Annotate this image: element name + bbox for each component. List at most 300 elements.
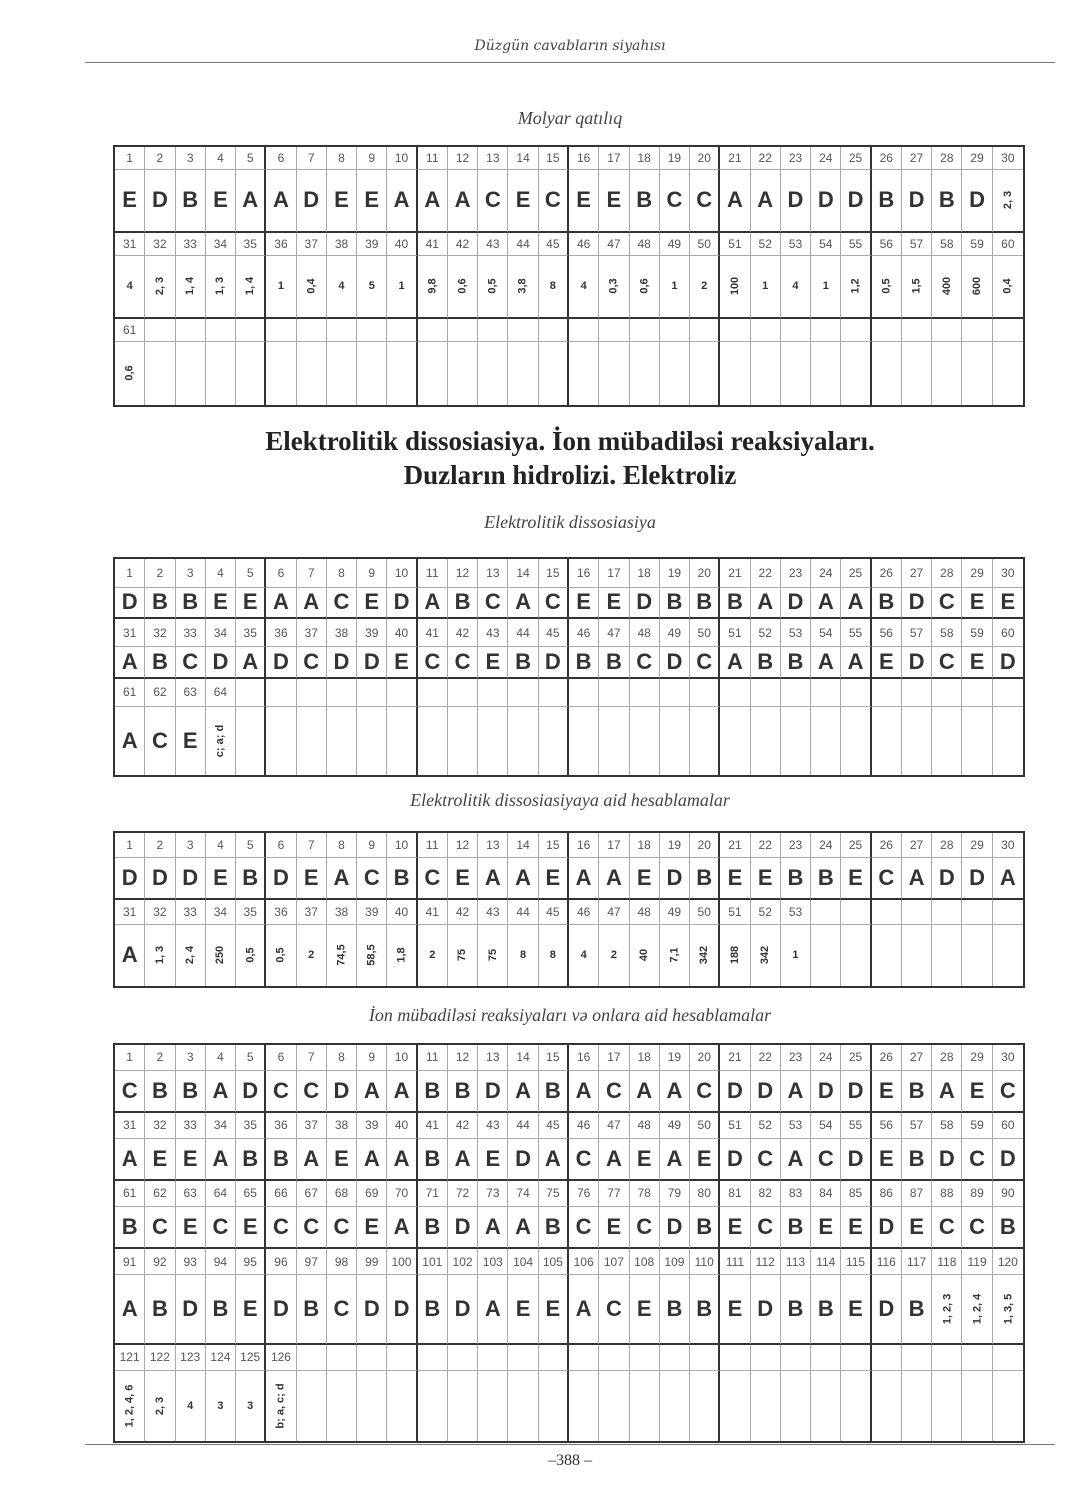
question-number — [599, 319, 629, 342]
question-number — [630, 679, 660, 708]
question-number — [266, 679, 296, 708]
answer-cell: C — [932, 647, 962, 678]
section-title-ion-exchange: İon mübadiləsi reaksiyaları və onlara aid hesablamalar — [368, 1005, 772, 1025]
answer-cell — [448, 256, 478, 320]
answer-cell: D — [993, 1139, 1023, 1182]
answer-cell: 3 — [236, 1371, 266, 1441]
question-number — [539, 1345, 569, 1371]
question-number — [387, 679, 417, 708]
answer-cell: B — [993, 1207, 1023, 1250]
question-number: 50 — [690, 619, 720, 648]
question-number: 6 — [266, 833, 296, 858]
question-number — [690, 1345, 720, 1371]
question-number: 5 — [236, 559, 266, 588]
answer-cell: A — [387, 1071, 417, 1114]
question-number: 60 — [993, 619, 1023, 648]
question-number: 73 — [478, 1181, 508, 1207]
answer-cell: A — [418, 588, 448, 619]
answer-cell — [962, 1371, 992, 1441]
question-number: 53 — [781, 900, 811, 925]
question-number — [660, 319, 690, 342]
answer-cell: D — [660, 1207, 690, 1250]
answer-cell — [448, 342, 478, 406]
question-number — [327, 319, 357, 342]
answer-cell: B — [145, 588, 175, 619]
answer-cell: B — [206, 1275, 236, 1345]
answer-cell: C — [962, 1207, 992, 1250]
answer-value: 0,5 — [244, 947, 257, 963]
question-number — [418, 679, 448, 708]
question-number: 49 — [660, 619, 690, 648]
question-number: 119 — [962, 1249, 992, 1275]
question-number: 3 — [176, 1045, 206, 1071]
answer-cell: E — [297, 858, 327, 901]
question-number: 55 — [841, 1113, 871, 1139]
answer-cell: B — [630, 170, 660, 234]
answer-cell: E — [357, 170, 387, 234]
answer-cell: B — [902, 1275, 932, 1345]
question-number: 10 — [387, 147, 417, 170]
answer-cell: C — [660, 170, 690, 234]
answer-cell — [206, 342, 236, 406]
question-number: 20 — [690, 833, 720, 858]
question-number: 108 — [630, 1249, 660, 1275]
question-number: 110 — [690, 1249, 720, 1275]
question-number: 27 — [902, 1045, 932, 1071]
answer-cell: D — [993, 647, 1023, 678]
answer-cell — [720, 925, 750, 986]
question-number — [690, 319, 720, 342]
answer-cell — [630, 925, 660, 986]
answer-cell — [993, 707, 1023, 775]
question-number: 87 — [902, 1181, 932, 1207]
answer-value: 2, 3 — [153, 277, 166, 296]
answer-cell — [811, 707, 841, 775]
answer-cell: E — [206, 170, 236, 234]
answer-cell: B — [418, 1207, 448, 1250]
answer-value: 1, 4 — [184, 277, 197, 296]
answer-cell — [660, 925, 690, 986]
question-number: 17 — [599, 147, 629, 170]
question-number: 49 — [660, 900, 690, 925]
answer-cell: A — [508, 588, 538, 619]
question-number — [811, 1345, 841, 1371]
answer-cell: B — [539, 1071, 569, 1114]
question-number — [993, 319, 1023, 342]
question-number: 15 — [539, 559, 569, 588]
answer-cell — [297, 1371, 327, 1441]
answer-cell — [508, 707, 538, 775]
answer-cell — [569, 1371, 599, 1441]
answer-cell: B — [811, 1275, 841, 1345]
answer-cell: E — [720, 1275, 750, 1345]
answer-cell: 8 — [539, 256, 569, 320]
question-number: 94 — [206, 1249, 236, 1275]
answer-cell: B — [448, 1071, 478, 1114]
answer-cell: A — [115, 1275, 145, 1345]
answer-cell: D — [266, 647, 296, 678]
answer-cell: B — [781, 647, 811, 678]
answer-cell: C — [993, 1071, 1023, 1114]
question-number: 46 — [569, 619, 599, 648]
answer-cell: E — [962, 647, 992, 678]
answer-cell — [569, 342, 599, 406]
question-number — [781, 679, 811, 708]
answer-cell: B — [781, 1207, 811, 1250]
answer-cell — [508, 256, 538, 320]
question-number: 31 — [115, 1113, 145, 1139]
question-number: 30 — [993, 147, 1023, 170]
question-number: 32 — [145, 233, 175, 256]
question-number: 35 — [236, 1113, 266, 1139]
question-number: 9 — [357, 1045, 387, 1071]
question-number: 20 — [690, 147, 720, 170]
question-number — [932, 319, 962, 342]
answer-value: 58,5 — [365, 944, 378, 966]
question-number: 25 — [841, 1045, 871, 1071]
answer-cell — [327, 707, 357, 775]
question-number: 69 — [357, 1181, 387, 1207]
answer-cell: C — [478, 588, 508, 619]
question-number: 67 — [297, 1181, 327, 1207]
question-number: 30 — [993, 1045, 1023, 1071]
question-number: 40 — [387, 619, 417, 648]
answer-grid-dissociation-calculations — [113, 831, 1025, 988]
answer-cell: C — [448, 647, 478, 678]
question-number: 15 — [539, 1045, 569, 1071]
question-number: 18 — [630, 559, 660, 588]
question-number: 57 — [902, 233, 932, 256]
question-number: 36 — [266, 900, 296, 925]
answer-cell: B — [176, 170, 206, 234]
question-number: 44 — [508, 619, 538, 648]
question-number: 23 — [781, 833, 811, 858]
question-number: 41 — [418, 619, 448, 648]
question-number: 42 — [448, 233, 478, 256]
question-number: 33 — [176, 900, 206, 925]
question-number: 126 — [266, 1345, 296, 1371]
question-number — [569, 679, 599, 708]
answer-cell: B — [690, 858, 720, 901]
answer-cell — [993, 342, 1023, 406]
question-number: 26 — [872, 147, 902, 170]
question-number: 12 — [448, 1045, 478, 1071]
question-number: 26 — [872, 1045, 902, 1071]
answer-value: 400 — [940, 277, 953, 296]
question-number: 42 — [448, 1113, 478, 1139]
question-number — [872, 319, 902, 342]
question-number: 33 — [176, 233, 206, 256]
answer-cell: A — [751, 588, 781, 619]
answer-cell — [357, 342, 387, 406]
answer-cell — [993, 925, 1023, 986]
question-number: 11 — [418, 833, 448, 858]
answer-cell: E — [539, 858, 569, 901]
question-number: 7 — [297, 833, 327, 858]
question-number: 7 — [297, 559, 327, 588]
answer-cell: B — [751, 647, 781, 678]
question-number: 1 — [115, 147, 145, 170]
question-number: 32 — [145, 1113, 175, 1139]
answer-cell: E — [630, 1139, 660, 1182]
answer-cell: D — [811, 1071, 841, 1114]
question-number: 45 — [539, 900, 569, 925]
question-number: 76 — [569, 1181, 599, 1207]
question-number: 14 — [508, 559, 538, 588]
chapter-title-line-1: Elektrolitik dissosiasiya. İon mübadiləsi reaksiyaları. — [265, 426, 875, 456]
answer-value: 1, 2, 4 — [971, 1293, 984, 1325]
question-number: 5 — [236, 1045, 266, 1071]
answer-cell: A — [266, 588, 296, 619]
question-number: 8 — [327, 559, 357, 588]
answer-cell: C — [297, 647, 327, 678]
question-number — [236, 319, 266, 342]
question-number: 4 — [206, 147, 236, 170]
question-number: 6 — [266, 559, 296, 588]
question-number: 74 — [508, 1181, 538, 1207]
question-number: 47 — [599, 1113, 629, 1139]
question-number: 33 — [176, 1113, 206, 1139]
answer-cell: A — [993, 858, 1023, 901]
question-number: 28 — [932, 147, 962, 170]
question-number: 4 — [206, 833, 236, 858]
answer-cell — [266, 342, 296, 406]
answer-cell: A — [236, 170, 266, 234]
answer-cell: A — [630, 1071, 660, 1114]
question-number: 54 — [811, 619, 841, 648]
question-number — [932, 679, 962, 708]
answer-cell: A — [569, 1071, 599, 1114]
answer-cell: A — [720, 170, 750, 234]
answer-cell: C — [478, 170, 508, 234]
answer-cell — [902, 342, 932, 406]
answer-cell: A — [357, 1071, 387, 1114]
answer-cell — [478, 342, 508, 406]
answer-cell: A — [418, 170, 448, 234]
answer-cell — [841, 256, 871, 320]
question-number: 24 — [811, 147, 841, 170]
answer-cell — [176, 256, 206, 320]
answer-cell — [690, 1371, 720, 1441]
answer-cell: E — [841, 858, 871, 901]
question-number: 61 — [115, 1181, 145, 1207]
question-number: 85 — [841, 1181, 871, 1207]
answer-cell: D — [387, 588, 417, 619]
answer-cell — [145, 342, 175, 406]
question-number: 56 — [872, 619, 902, 648]
question-number — [630, 319, 660, 342]
question-number: 27 — [902, 147, 932, 170]
answer-cell: B — [448, 588, 478, 619]
answer-cell — [418, 707, 448, 775]
question-number: 93 — [176, 1249, 206, 1275]
answer-cell: B — [720, 588, 750, 619]
question-number: 106 — [569, 1249, 599, 1275]
answer-cell — [660, 707, 690, 775]
answer-cell: A — [387, 170, 417, 234]
answer-cell — [962, 1275, 992, 1345]
answer-cell: E — [993, 588, 1023, 619]
question-number: 104 — [508, 1249, 538, 1275]
question-number: 35 — [236, 619, 266, 648]
answer-cell — [599, 707, 629, 775]
answer-cell: B — [781, 858, 811, 901]
answer-cell: D — [811, 170, 841, 234]
question-number — [599, 679, 629, 708]
answer-cell — [932, 925, 962, 986]
question-number: 117 — [902, 1249, 932, 1275]
answer-cell: A — [660, 1139, 690, 1182]
question-number: 65 — [236, 1181, 266, 1207]
question-number: 32 — [145, 900, 175, 925]
answer-cell: 4 — [569, 256, 599, 320]
answer-cell: A — [297, 588, 327, 619]
question-number: 17 — [599, 559, 629, 588]
question-number: 99 — [357, 1249, 387, 1275]
answer-value: 75 — [456, 949, 469, 962]
answer-cell: B — [690, 588, 720, 619]
question-number: 9 — [357, 833, 387, 858]
answer-cell: C — [811, 1139, 841, 1182]
question-number: 50 — [690, 1113, 720, 1139]
answer-cell: A — [781, 1139, 811, 1182]
question-number — [811, 900, 841, 925]
question-number: 122 — [145, 1345, 175, 1371]
question-number: 56 — [872, 233, 902, 256]
answer-cell: E — [448, 858, 478, 901]
question-number: 53 — [781, 619, 811, 648]
answer-cell: D — [720, 1071, 750, 1114]
question-number: 1 — [115, 1045, 145, 1071]
question-number: 120 — [993, 1249, 1023, 1275]
answer-cell: A — [569, 1275, 599, 1345]
question-number: 21 — [720, 1045, 750, 1071]
answer-cell: 4 — [569, 925, 599, 986]
question-number: 98 — [327, 1249, 357, 1275]
answer-cell: D — [841, 170, 871, 234]
answer-grid-electrolytic-dissociation — [113, 557, 1025, 777]
answer-cell: E — [599, 1207, 629, 1250]
answer-cell — [539, 342, 569, 406]
answer-cell: C — [932, 588, 962, 619]
question-number — [327, 1345, 357, 1371]
question-number: 91 — [115, 1249, 145, 1275]
answer-cell: C — [599, 1275, 629, 1345]
question-number — [357, 679, 387, 708]
question-number: 42 — [448, 619, 478, 648]
question-number: 9 — [357, 559, 387, 588]
answer-grid-molar-concentration — [113, 145, 1025, 407]
question-number: 31 — [115, 900, 145, 925]
answer-cell — [932, 1371, 962, 1441]
answer-cell: A — [660, 1071, 690, 1114]
question-number: 82 — [751, 1181, 781, 1207]
answer-cell: C — [327, 1275, 357, 1345]
answer-cell — [932, 707, 962, 775]
answer-cell — [297, 256, 327, 320]
answer-cell: A — [115, 925, 145, 986]
answer-cell: D — [630, 588, 660, 619]
answer-value: 100 — [728, 277, 741, 296]
answer-cell: C — [418, 647, 448, 678]
question-number: 88 — [932, 1181, 962, 1207]
question-number — [539, 679, 569, 708]
question-number: 70 — [387, 1181, 417, 1207]
question-number — [993, 1345, 1023, 1371]
answer-cell: B — [872, 170, 902, 234]
answer-cell — [932, 1275, 962, 1345]
answer-value: 2, 3 — [1001, 191, 1014, 210]
question-number: 20 — [690, 559, 720, 588]
answer-cell: E — [872, 1071, 902, 1114]
answer-cell: D — [872, 1207, 902, 1250]
answer-value: 250 — [214, 946, 227, 965]
answer-cell — [206, 925, 236, 986]
answer-cell — [660, 1371, 690, 1441]
answer-cell: E — [115, 170, 145, 234]
answer-cell: C — [962, 1139, 992, 1182]
answer-cell: B — [176, 588, 206, 619]
answer-cell: A — [297, 1139, 327, 1182]
question-number: 26 — [872, 559, 902, 588]
question-number: 39 — [357, 233, 387, 256]
question-number: 44 — [508, 1113, 538, 1139]
answer-cell: E — [720, 858, 750, 901]
question-number: 18 — [630, 147, 660, 170]
answer-cell — [841, 1371, 871, 1441]
answer-cell — [599, 256, 629, 320]
answer-cell: C — [297, 1207, 327, 1250]
answer-cell: A — [115, 1139, 145, 1182]
answer-cell: A — [781, 1071, 811, 1114]
question-number: 64 — [206, 679, 236, 708]
answer-cell: A — [327, 858, 357, 901]
question-number: 23 — [781, 1045, 811, 1071]
answer-cell — [720, 707, 750, 775]
answer-value: 1, 3, 5 — [1001, 1293, 1014, 1325]
question-number: 2 — [145, 147, 175, 170]
answer-value: b; a, c; d — [274, 1383, 287, 1429]
answer-cell: C — [872, 858, 902, 901]
answer-cell: E — [206, 858, 236, 901]
answer-cell: D — [327, 1071, 357, 1114]
question-number — [932, 900, 962, 925]
answer-cell: A — [206, 1071, 236, 1114]
answer-cell: E — [569, 170, 599, 234]
answer-cell: D — [357, 647, 387, 678]
question-number: 36 — [266, 1113, 296, 1139]
answer-cell — [872, 256, 902, 320]
question-number: 51 — [720, 1113, 750, 1139]
answer-cell: C — [539, 588, 569, 619]
answer-cell — [993, 170, 1023, 234]
answer-value: c; a; d — [214, 724, 227, 758]
question-number: 89 — [962, 1181, 992, 1207]
answer-cell: B — [902, 1071, 932, 1114]
answer-cell: A — [508, 1207, 538, 1250]
answer-cell: D — [266, 1275, 296, 1345]
question-number — [478, 1345, 508, 1371]
answer-cell: E — [236, 1275, 266, 1345]
answer-cell — [811, 1371, 841, 1441]
question-number: 40 — [387, 233, 417, 256]
question-number: 50 — [690, 233, 720, 256]
question-number: 16 — [569, 1045, 599, 1071]
answer-cell — [720, 342, 750, 406]
question-number: 12 — [448, 559, 478, 588]
question-number: 39 — [357, 900, 387, 925]
answer-cell — [720, 1371, 750, 1441]
